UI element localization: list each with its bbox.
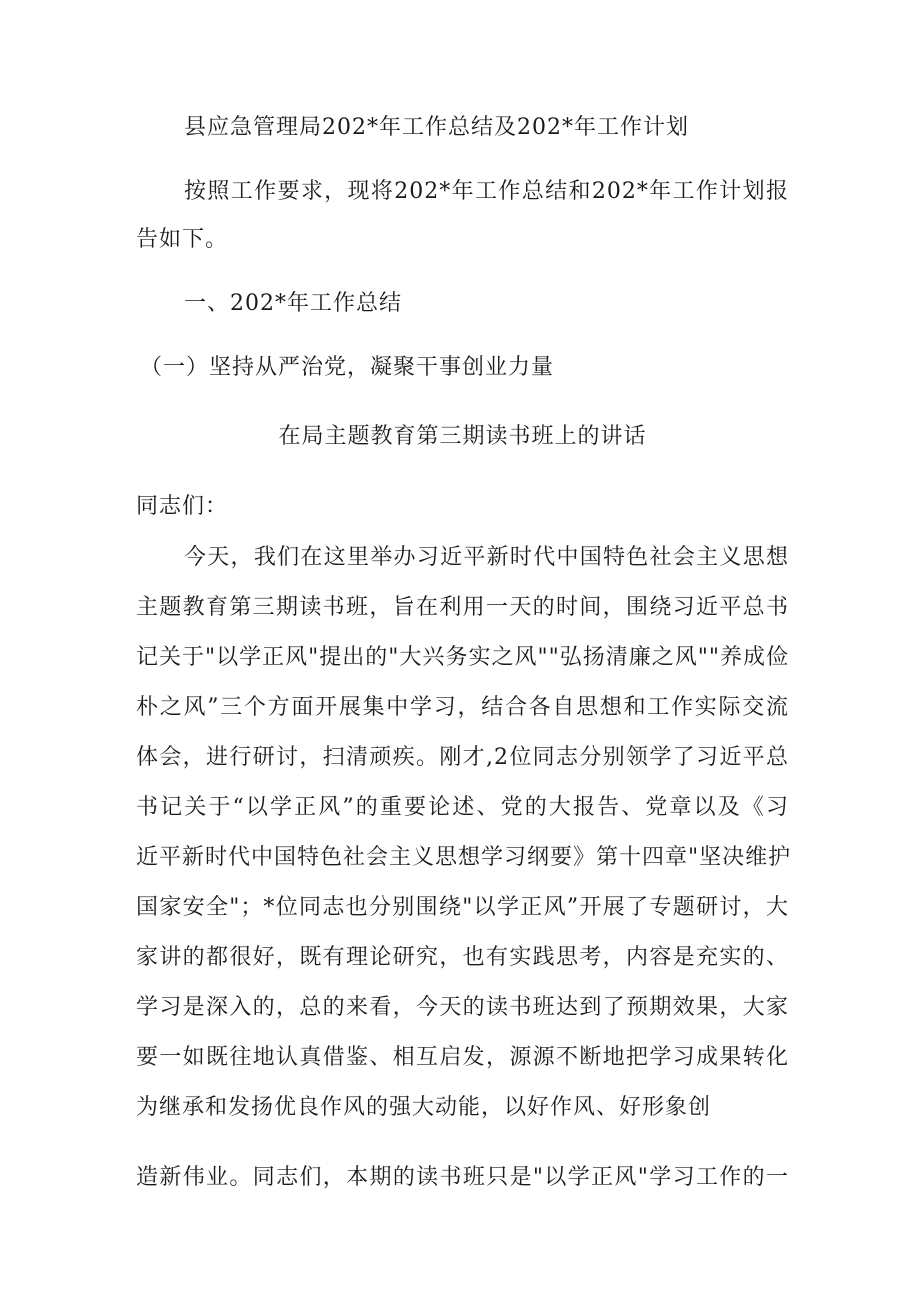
body-line: 家讲的都很好，既有理论研究，也有实践思考，内容是充实的、 (136, 945, 789, 970)
section-heading: 一、202*年工作总结 (184, 291, 402, 316)
body-line: 要一如既往地认真借鉴、相互启发，源源不断地把学习成果转化 (136, 1045, 789, 1070)
speech-title: 在局主题教育第三期读书班上的讲话 (278, 424, 647, 449)
body-line: 国家安全"；*位同志也分别围绕"以学正风”开展了专题研讨，大 (136, 895, 789, 920)
body-line: 学习是深入的，总的来看，今天的读书班达到了预期效果，大家 (136, 995, 789, 1020)
body-line: 书记关于“以学正风”的重要论述、党的大报告、党章以及《习 (136, 795, 789, 820)
salutation: 同志们： (136, 494, 229, 519)
subsection-heading: （一）坚持从严治党，凝聚干事创业力量 (140, 355, 555, 380)
body-line: 今天，我们在这里举办习近平新时代中国特色社会主义思想 (184, 545, 789, 570)
document-title: 县应急管理局202*年工作总结及202*年工作计划 (184, 115, 689, 140)
intro-paragraph-line-1: 按照工作要求，现将202*年工作总结和202*年工作计划报 (184, 179, 789, 204)
body-line: 为继承和发扬优良作风的强大动能，以好作风、好形象创 (136, 1095, 712, 1120)
body-line: 近平新时代中国特色社会主义思想学习纲要》第十四章"坚决维护 (136, 845, 792, 870)
body-line: 记关于"以学正风"提出的"大兴务实之风""弘扬清廉之风""养成俭 (136, 645, 789, 670)
body-line: 体会，进行研讨，扫清顽疾。刚才,2位同志分别领学了习近平总 (136, 745, 789, 770)
continuation-line: 造新伟业。同志们，本期的读书班只是"以学正风"学习工作的一 (136, 1165, 789, 1190)
body-line: 朴之风”三个方面开展集中学习，结合各自思想和工作实际交流 (136, 695, 789, 720)
intro-paragraph-line-2: 告如下。 (136, 227, 229, 252)
body-line: 主题教育第三期读书班，旨在利用一天的时间，围绕习近平总书 (136, 595, 789, 620)
